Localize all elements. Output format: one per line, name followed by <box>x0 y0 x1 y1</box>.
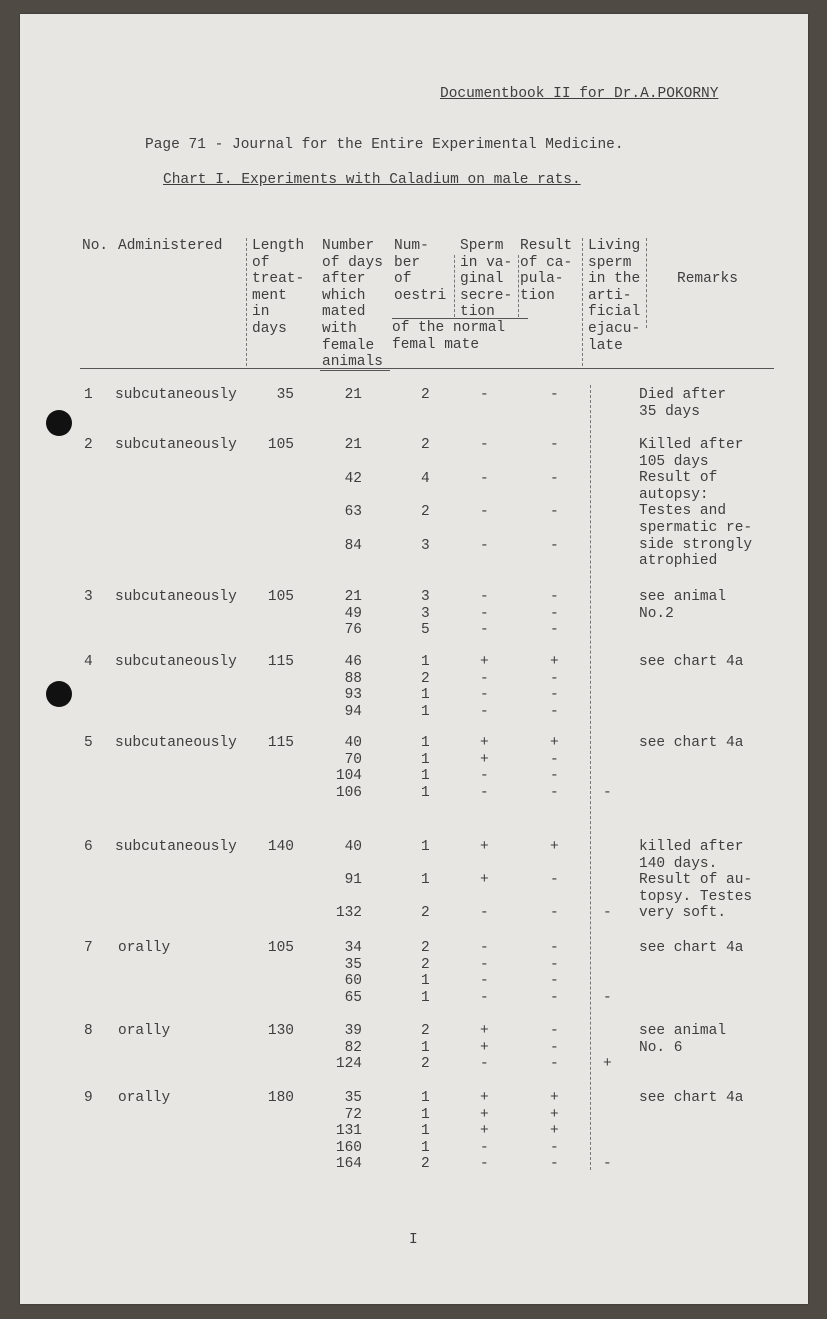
copulation-result: - <box>550 989 559 1006</box>
sperm-result: + <box>480 751 489 768</box>
row-number: 4 <box>84 654 93 670</box>
col-living: Living sperm in the arti- ficial ejacu- late <box>588 238 641 354</box>
sperm-result: - <box>480 687 489 704</box>
sperm-result: - <box>480 437 489 453</box>
sperm-result: + <box>480 654 489 670</box>
days-after-value: 35 <box>344 956 362 973</box>
sperm-result: - <box>480 605 489 622</box>
col-of-the-normal: of the normal femal mate <box>392 320 506 353</box>
days-after-value: 42 <box>344 471 362 487</box>
copulation-result: - <box>550 872 559 888</box>
copulation-result: + <box>550 1123 559 1140</box>
row-administered: subcutaneously <box>115 387 237 403</box>
sperm-result: - <box>480 1056 489 1073</box>
row-remarks: see chart 4a <box>639 654 744 670</box>
sperm-result: - <box>480 1156 489 1173</box>
oestri-count: 3 <box>421 538 430 554</box>
copulation-result: - <box>550 768 559 785</box>
oestri-count: 1 <box>421 751 430 768</box>
row-remarks: Killed after 105 days Result of autopsy: Testes and spermatic re- side strongly atrophied <box>639 437 753 570</box>
oestri-count: 2 <box>421 905 430 921</box>
sperm-result: + <box>480 1106 489 1123</box>
copulation-result: - <box>550 538 559 554</box>
living-sperm: - <box>603 784 612 801</box>
header-divider <box>80 368 774 369</box>
row-remarks: see chart 4a <box>639 735 744 751</box>
row-remarks: see animal No.2 <box>639 589 727 622</box>
row-number: 5 <box>84 735 93 751</box>
days-after-value: 49 <box>344 605 362 622</box>
row-length: 35 <box>276 387 294 403</box>
copulation-result: - <box>550 940 559 956</box>
oestri-count: 4 <box>421 471 430 487</box>
days-after-value: 34 <box>344 940 362 956</box>
days-after-value: 35 <box>344 1090 362 1106</box>
oestri-count: 2 <box>421 437 430 453</box>
sperm-result: - <box>480 940 489 956</box>
oestri-count: 1 <box>421 1123 430 1140</box>
col-administered: Administered <box>118 238 223 254</box>
row-remarks: Died after 35 days <box>639 387 727 420</box>
sperm-result: - <box>480 504 489 520</box>
days-after-value: 91 <box>344 872 362 888</box>
col-remarks: Remarks <box>677 271 738 287</box>
oestri-count: 1 <box>421 687 430 704</box>
document-book-header: Documentbook II for Dr.A.POKORNY <box>440 86 719 102</box>
copulation-result: - <box>550 1139 559 1156</box>
row-administered: orally <box>118 1023 171 1039</box>
living-sperm: + <box>603 1056 612 1073</box>
days-after-value: 106 <box>335 784 362 801</box>
oestri-count: 1 <box>421 768 430 785</box>
row-number: 6 <box>84 839 93 855</box>
copulation-result: + <box>550 1106 559 1123</box>
days-after-value: 21 <box>344 589 362 605</box>
sperm-result: - <box>480 622 489 639</box>
sperm-result: - <box>480 989 489 1006</box>
days-after-value: 164 <box>335 1156 362 1173</box>
living-sperm: - <box>603 1156 612 1173</box>
days-after-value: 84 <box>344 538 362 554</box>
oestri-count: 2 <box>421 1156 430 1173</box>
sperm-result: + <box>480 1123 489 1140</box>
oestri-count: 2 <box>421 956 430 973</box>
row-administered: subcutaneously <box>115 437 237 453</box>
days-after-value: 60 <box>344 973 362 990</box>
sperm-result: - <box>480 1139 489 1156</box>
row-remarks: see chart 4a <box>639 1090 744 1106</box>
days-after-value: 93 <box>344 687 362 704</box>
oestri-count: 5 <box>421 622 430 639</box>
copulation-result: + <box>550 735 559 751</box>
days-after-value: 70 <box>344 751 362 768</box>
copulation-result: + <box>550 839 559 855</box>
copulation-result: - <box>550 504 559 520</box>
row-number: 2 <box>84 437 93 453</box>
copulation-result: - <box>550 437 559 453</box>
sperm-result: - <box>480 387 489 403</box>
row-administered: subcutaneously <box>115 589 237 605</box>
living-sperm: - <box>603 905 612 921</box>
sperm-result: + <box>480 735 489 751</box>
sperm-result: + <box>480 1090 489 1106</box>
row-administered: subcutaneously <box>115 654 237 670</box>
days-after-value: 76 <box>344 622 362 639</box>
copulation-result: - <box>550 471 559 487</box>
punch-hole-bottom <box>46 681 72 707</box>
oestri-count: 1 <box>421 784 430 801</box>
oestri-count: 1 <box>421 703 430 720</box>
sperm-result: - <box>480 589 489 605</box>
days-after-value: 88 <box>344 670 362 687</box>
copulation-result: - <box>550 973 559 990</box>
oestri-count: 1 <box>421 973 430 990</box>
row-remarks: see chart 4a <box>639 940 744 956</box>
row-administered: orally <box>118 1090 171 1106</box>
copulation-result: - <box>550 784 559 801</box>
oestri-count: 1 <box>421 872 430 888</box>
row-length: 115 <box>267 735 294 751</box>
sperm-result: - <box>480 905 489 921</box>
sperm-result: - <box>480 784 489 801</box>
row-number: 8 <box>84 1023 93 1039</box>
row-length: 105 <box>267 437 294 453</box>
sperm-result: - <box>480 471 489 487</box>
row-number: 3 <box>84 589 93 605</box>
oestri-count: 3 <box>421 589 430 605</box>
copulation-result: - <box>550 387 559 403</box>
days-after-value: 160 <box>335 1139 362 1156</box>
col-length: Length of treat- ment in days <box>252 238 305 337</box>
oestri-count: 1 <box>421 1090 430 1106</box>
sperm-result: - <box>480 768 489 785</box>
copulation-result: - <box>550 605 559 622</box>
days-after-value: 72 <box>344 1106 362 1123</box>
oestri-count: 2 <box>421 1056 430 1073</box>
col-num-oestri: Num- ber of oestri <box>394 238 447 304</box>
oestri-count: 2 <box>421 387 430 403</box>
oestri-count: 2 <box>421 504 430 520</box>
oestri-count: 2 <box>421 1023 430 1039</box>
copulation-result: - <box>550 1056 559 1073</box>
sperm-result: + <box>480 1023 489 1039</box>
row-length: 115 <box>267 654 294 670</box>
oestri-count: 3 <box>421 605 430 622</box>
days-after-value: 21 <box>344 437 362 453</box>
row-number: 9 <box>84 1090 93 1106</box>
punch-hole-top <box>46 410 72 436</box>
oestri-count: 2 <box>421 670 430 687</box>
row-remarks: killed after 140 days. Result of au- topsy. Testes very soft. <box>639 839 753 922</box>
source-line: Page 71 - Journal for the Entire Experimental Medicine. <box>145 137 624 153</box>
row-remarks: see animal No. 6 <box>639 1023 727 1056</box>
copulation-result: + <box>550 1090 559 1106</box>
page-number: I <box>409 1232 418 1248</box>
oestri-count: 1 <box>421 1139 430 1156</box>
days-after-value: 65 <box>344 989 362 1006</box>
col-no: No. <box>82 238 109 254</box>
days-after-value: 82 <box>344 1039 362 1056</box>
days-after-value: 131 <box>335 1123 362 1140</box>
sperm-result: + <box>480 1039 489 1056</box>
copulation-result: - <box>550 687 559 704</box>
sperm-result: - <box>480 670 489 687</box>
row-administered: subcutaneously <box>115 839 237 855</box>
living-sperm: - <box>603 989 612 1006</box>
days-after-value: 40 <box>344 839 362 855</box>
row-number: 7 <box>84 940 93 956</box>
days-after-value: 40 <box>344 735 362 751</box>
row-length: 105 <box>267 589 294 605</box>
copulation-result: - <box>550 622 559 639</box>
days-after-value: 132 <box>335 905 362 921</box>
row-number: 1 <box>84 387 93 403</box>
copulation-result: - <box>550 751 559 768</box>
days-after-value: 63 <box>344 504 362 520</box>
oestri-count: 1 <box>421 1039 430 1056</box>
row-administered: subcutaneously <box>115 735 237 751</box>
sperm-result: + <box>480 839 489 855</box>
days-after-value: 46 <box>344 654 362 670</box>
row-length: 130 <box>267 1023 294 1039</box>
row-length: 140 <box>267 839 294 855</box>
oestri-count: 1 <box>421 839 430 855</box>
days-after-value: 21 <box>344 387 362 403</box>
row-length: 180 <box>267 1090 294 1106</box>
sperm-result: - <box>480 703 489 720</box>
days-after-value: 124 <box>335 1056 362 1073</box>
row-length: 105 <box>267 940 294 956</box>
oestri-count: 2 <box>421 940 430 956</box>
copulation-result: - <box>550 703 559 720</box>
col-number-days: Number of days after which mated with female animals <box>322 238 383 371</box>
row-administered: orally <box>118 940 171 956</box>
col-sperm: Sperm in va- ginal secre- tion <box>460 238 513 321</box>
sperm-result: + <box>480 872 489 888</box>
oestri-count: 1 <box>421 1106 430 1123</box>
chart-title: Chart I. Experiments with Caladium on male rats. <box>163 172 581 188</box>
copulation-result: - <box>550 1023 559 1039</box>
copulation-result: - <box>550 670 559 687</box>
oestri-count: 1 <box>421 989 430 1006</box>
sperm-result: - <box>480 538 489 554</box>
copulation-result: + <box>550 654 559 670</box>
oestri-count: 1 <box>421 735 430 751</box>
copulation-result: - <box>550 589 559 605</box>
sperm-result: - <box>480 973 489 990</box>
col-result: Result of ca- pula- tion <box>520 238 573 304</box>
days-after-value: 104 <box>335 768 362 785</box>
sperm-result: - <box>480 956 489 973</box>
copulation-result: - <box>550 1156 559 1173</box>
days-after-value: 94 <box>344 703 362 720</box>
copulation-result: - <box>550 1039 559 1056</box>
oestri-count: 1 <box>421 654 430 670</box>
days-after-value: 39 <box>344 1023 362 1039</box>
copulation-result: - <box>550 905 559 921</box>
copulation-result: - <box>550 956 559 973</box>
